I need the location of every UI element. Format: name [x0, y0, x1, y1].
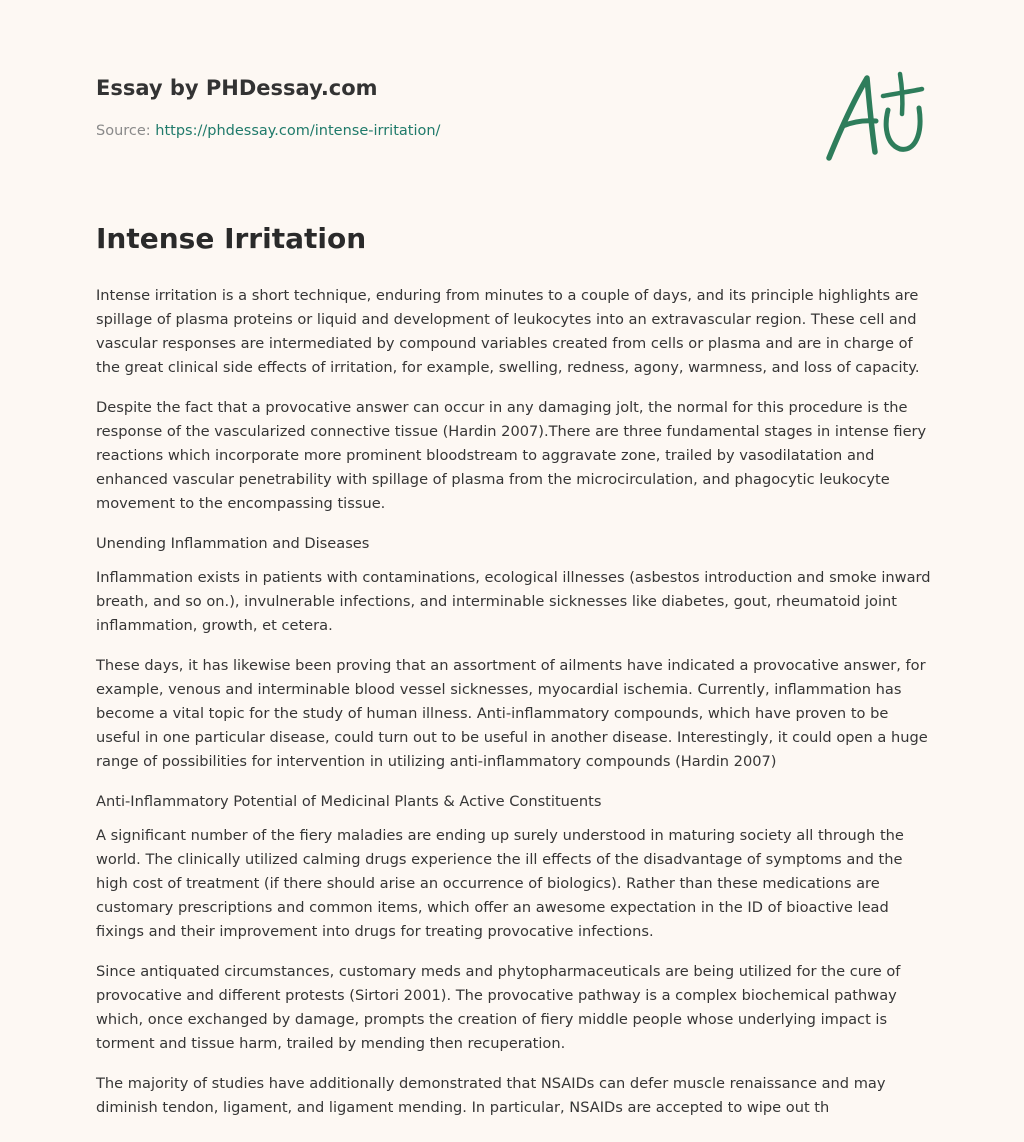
essay-body [96, 284, 932, 1136]
source-line [96, 123, 440, 139]
source-link[interactable]: https://phdessay.com/intense-irritation/ [155, 123, 441, 139]
paragraph: These days, it has likewise been proving that an assortment of ailments have indicated a provocative answer, for example, venous and interminable blood vessel sicknesses, myocardial ischemia. Currently, inflammation has become a vital topic for the study of human illness. Anti-inflammatory compounds, which have proven to be useful in one particular disease, could turn out to be useful in another disease. Interestingly, it could open a huge range of possibilities for intervention in utilizing anti-inflammatory compounds (Hardin 2007) [96, 657, 928, 770]
paragraph: Inflammation exists in patients with contaminations, ecological illnesses (asbestos introduction and smoke inward breath, and so on.), invulnerable infections, and interminable sicknesses like diabetes, gout, rheumatoid joint inflammation, growth, et cetera. [96, 569, 931, 634]
paragraph: Intense irritation is a short technique, enduring from minutes to a couple of days, and its principle highlights are spillage of plasma proteins or liquid and development of leukocytes into an extravascular region. These cell and vascular responses are intermediated by compound variables created from cells or plasma and are in charge of the great clinical side effects of irritation, for example, swelling, redness, agony, warmness, and loss of capacity. [96, 287, 920, 376]
a-plus-logo [820, 66, 928, 166]
section-heading: Anti-Inflammatory Potential of Medicinal Plants & Active Constituents [96, 793, 602, 810]
section-heading: Unending Inflammation and Diseases [96, 535, 370, 552]
source-label: Source: [96, 123, 156, 139]
paragraph: The majority of studies have additionally demonstrated that NSAIDs can defer muscle renaissance and may diminish tendon, ligament, and ligament mending. In particular, NSAIDs are accepted to wipe out th [96, 1075, 886, 1116]
paragraph: Since antiquated circumstances, customary meds and phytopharmaceuticals are being utilized for the cure of provocative and different protests (Sirtori 2001). The provocative pathway is a complex biochemical pathway which, once exchanged by damage, prompts the creation of fiery middle people whose underlying impact is torment and tissue harm, trailed by mending then recuperation. [96, 963, 901, 1052]
site-title: Essay by PHDessay.com [96, 76, 378, 100]
paragraph: A significant number of the fiery maladies are ending up surely understood in maturing society all through the world. The clinically utilized calming drugs experience the ill effects of the disadvantage of symptoms and the high cost of treatment (if there should arise an occurrence of biologics). Rather than these medications are customary prescriptions and common items, which offer an awesome expectation in the ID of bioactive lead fixings and their improvement into drugs for treating provocative infections. [96, 827, 904, 940]
paragraph: Despite the fact that a provocative answer can occur in any damaging jolt, the normal for this procedure is the response of the vascularized connective tissue (Hardin 2007).There are three fundamental stages in intense fiery reactions which incorporate more prominent bloodstream to aggravate zone, trailed by vasodilatation and enhanced vascular penetrability with spillage of plasma from the microcirculation, and phagocytic leukocyte movement to the encompassing tissue. [96, 399, 927, 512]
essay-title: Intense Irritation [96, 222, 367, 255]
